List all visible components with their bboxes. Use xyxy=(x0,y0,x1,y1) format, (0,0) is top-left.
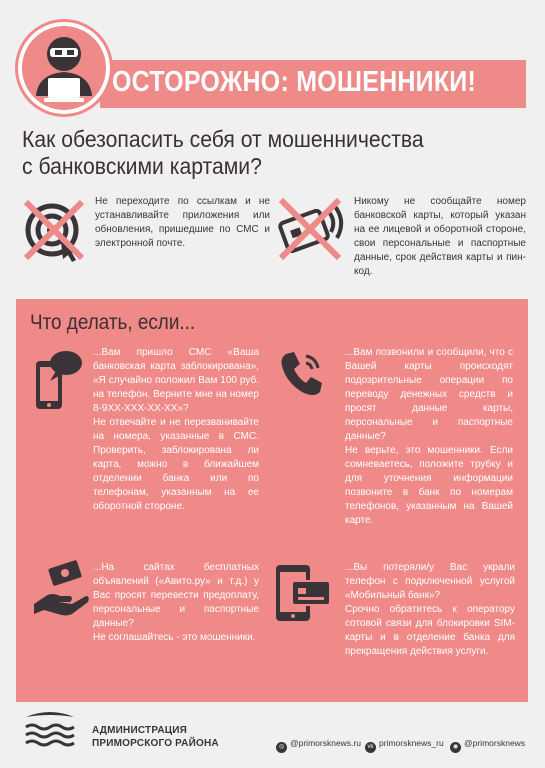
administration-logo xyxy=(22,705,78,753)
block-call-answer: Не верьте, это мошенники. Если сомневаетесь, положите трубку и для уточнения информации позвоните в банк по номерам телефонов, указанным на Вашей карте. xyxy=(345,445,513,526)
org-line-2: ПРИМОРСКОГО РАЙОНА xyxy=(92,738,219,749)
block-lost-phone xyxy=(345,561,515,659)
subtitle-line-2: с банковскими картами? xyxy=(22,153,262,179)
tip-card-data: Никому не сообщайте номер банковской карты, который указан на ее лицевой и оборотной стороне, свои персональные и паспортные данные, срок действия карты и пин-код. xyxy=(354,196,526,277)
block-sms xyxy=(93,346,259,514)
subtitle-line-1: Как обезопасить себя от мошенничества xyxy=(22,126,424,152)
block-call xyxy=(345,346,513,528)
block-sms-answer: Не отвечайте и не перезванивайте на номера, указанные в СМС. Проверить, заблокирована ли карта, можно в ближайшем отделении банка или по телефонам, указанным на ее оборотной стороне. xyxy=(93,417,259,512)
vk-icon: vk xyxy=(365,742,376,753)
social-vk[interactable] xyxy=(365,738,444,753)
block-call-question: ...Вам позвонили и сообщили, что с Вашей карты происходят подозрительные операции по переводу денежных средств и просят данные карты, персональные и паспортные данные? xyxy=(345,347,513,442)
crossed-contactless-card-icon xyxy=(277,196,347,267)
page-title: ОСТОРОЖНО: МОШЕННИКИ! xyxy=(112,66,477,98)
panel-title: Что делать, если... xyxy=(30,311,196,334)
instagram-icon: ◉ xyxy=(450,742,461,753)
social-instagram[interactable] xyxy=(450,738,525,753)
block-ads xyxy=(93,561,259,645)
org-line-1: АДМИНИСТРАЦИЯ xyxy=(92,725,188,736)
block-sms-question: ...Вам пришло СМС «Ваша банковская карта заблокирована», «Я случайно положил Вам 100 руб. на телефон. Верните мне на номер 8-9ХХ-ХХХ-ХХ-ХХ»? xyxy=(93,347,259,414)
block-lost-phone-question: ...Вы потеряли/у Вас украли телефон с подключенной услугой «Мобильный банк»? xyxy=(345,562,515,601)
web-icon: ◎ xyxy=(276,742,287,753)
phone-message-icon xyxy=(34,347,86,418)
subtitle xyxy=(22,126,491,180)
social-instagram-label: @primorsknews xyxy=(464,738,526,748)
footer-org xyxy=(92,724,219,750)
hand-money-icon xyxy=(32,560,92,627)
social-web[interactable] xyxy=(276,738,361,753)
block-ads-question: ...На сайтах бесплатных объявлений («Авито.ру» и т.д.) у Вас просят перевести предоплату, персональные и паспортные данные? xyxy=(93,562,259,629)
crossed-target-icon xyxy=(20,196,88,267)
header-bar xyxy=(100,60,526,108)
block-ads-answer: Не соглашайтесь - это мошенники. xyxy=(93,632,256,643)
social-web-label: @primorsknews.ru xyxy=(290,738,361,748)
handset-icon xyxy=(278,350,324,403)
hacker-icon xyxy=(18,22,110,114)
smartphone-card-icon xyxy=(274,563,334,630)
block-lost-phone-answer: Срочно обратитесь к оператору сотовой связи для блокировки SIM-карты и в отделение банка для прекращения действия услуги. xyxy=(345,604,515,657)
social-vk-label: primorsknews_ru xyxy=(379,738,444,748)
tip-links: Не переходите по ссылкам и не устанавливайте приложения или обновления, пришедшие по СМС и электронной почте. xyxy=(95,196,270,249)
